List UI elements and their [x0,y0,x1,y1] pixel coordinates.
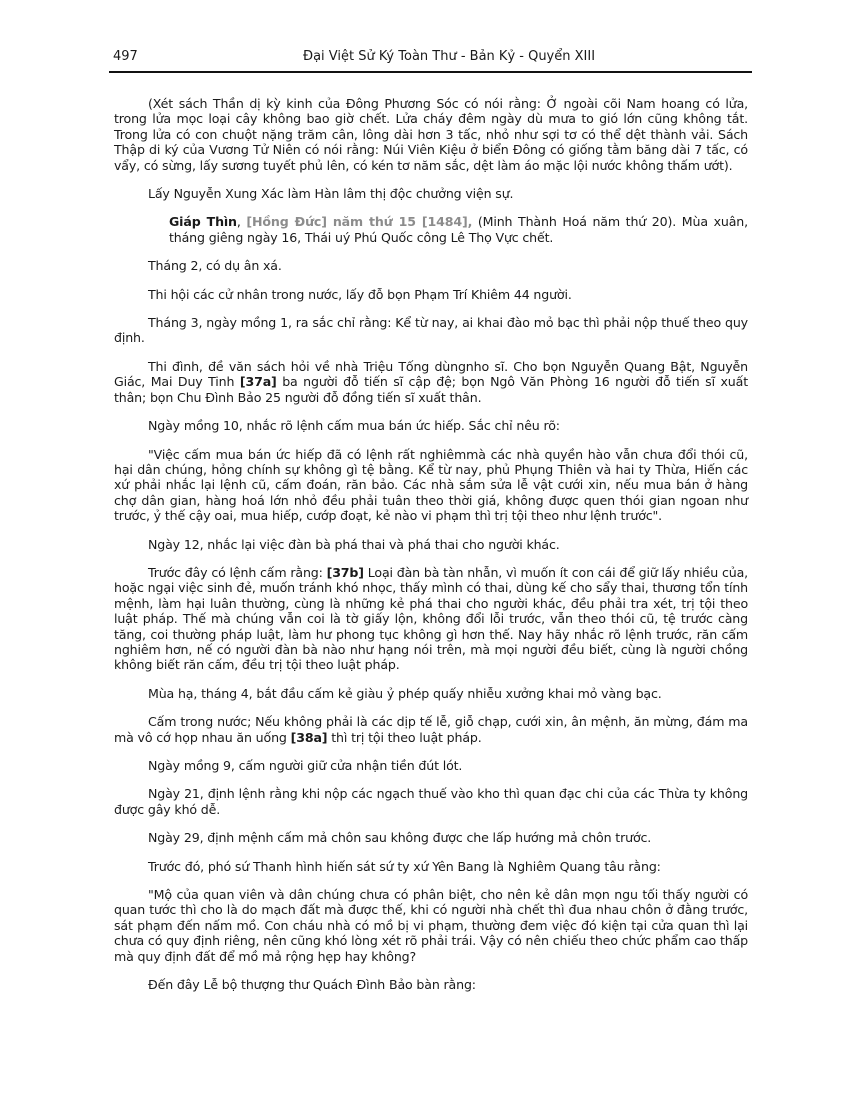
paragraph-note-than-di-ky: (Xét sách Thần dị kỳ kinh của Đông Phương Sóc có nói rằng: Ở ngoài cõi Nam hoang có lửa, trong lửa mọc loại cây không bao giờ chết. Lửa cháy đêm ngày dù mưa to gió lớn cũng không tắt. Trong lửa có con chuột nặng trăm cân, lông dài hơn 3 tấc, nhỏ như sợi tơ có thể dệt thành vải. Sách Thập di ký của Vương Tử Niên có nói rằng: Núi Viên Kiệu ở biển Đông có giống tằm băng dài 7 tấc, có vẩy, có sừng, lấy sương tuyết phủ lên, có kén tơ năm sắc, dệt làm áo mặc lội nước không thấm ướt). [114,96,748,173]
page-header [109,45,752,73]
paragraph-silver-mine-tax: Tháng 3, ngày mồng 1, ra sắc chỉ rằng: Kể từ nay, ai khai đào mỏ bạc thì phải nộp thuế theo quy định. [114,315,748,346]
folio-marker-38a: [38a] [290,729,328,745]
paragraph-quach-dinh-bao: Đến đây Lễ bộ thượng thư Quách Đình Bảo bàn rằng: [148,977,476,993]
paragraph-metropolitan-exam: Thi hội các cử nhân trong nước, lấy đỗ bọn Phạm Trí Khiêm 44 người. [148,286,572,302]
year-separator: , [236,214,247,230]
paragraph-feasting-ban: Cấm trong nước; Nếu không phải là các dịp tế lễ, giỗ chạp, cưới xin, ân mệnh, ăn mừng, đám ma mà vô cớ họp nhau ăn uống [38a] thì trị tội theo luật pháp. [114,714,748,745]
year-label: Giáp Thìn [169,214,237,230]
paragraph-trade-edict: Ngày mồng 10, nhắc rõ lệnh cấm mua bán ức hiếp. Sắc chỉ nêu rõ: [148,418,560,434]
reign-year-label: [Hồng Đức] năm thứ 15 [1484], [246,214,473,230]
paragraph-trade-edict-quote: "Việc cấm mua bán ức hiếp đã có lệnh rất nghiêmmà các nhà quyền hào vẫn chưa đổi thói cũ, hại dân chúng, hỏng chính sự không gì tệ bằng. Kể từ nay, phủ Phụng Thiên và hai ty Thừa, Hiến các xứ phải nhắc lại lệnh cũ, cấm đoán, răn bảo. Các nhà sắm sửa lễ vật cưới xin, nếu mua bán ở hàng chợ dân gian, hàng hoá lớn nhỏ đều phải tuân theo thời giá, không được quen thói gian ngoan như trước, ỷ thế cậy oai, mua hiếp, cướp đoạt, kẻ nào vi phạm thì trị tội theo như lệnh trước". [114,446,748,524]
running-title: Đại Việt Sử Ký Toàn Thư - Bản Kỷ - Quyển XIII [303,49,596,64]
body-text [114,96,748,1005]
paragraph-grave-rule: Ngày 29, định mệnh cấm mả chôn sau không được che lấp hướng mả chôn trước. [148,830,652,846]
page-number: 497 [113,49,138,64]
folio-marker-37b: [37b] [326,564,364,580]
paragraph-mine-harassment: Mùa hạ, tháng 4, bắt đầu cấm kẻ giàu ỷ phép quấy nhiễu xưởng khai mỏ vàng bạc. [148,685,662,701]
paragraph-bribery-ban: Ngày mồng 9, cấm người giữ cửa nhận tiền đút lót. [148,758,463,773]
paragraph-abortion-ban: Ngày 12, nhắc lại việc đàn bà phá thai và phá thai cho người khác. [148,536,560,552]
paragraph-amnesty: Tháng 2, có dụ ân xá. [148,258,282,274]
paragraph-palace-exam: Thi đình, đề văn sách hỏi về nhà Triệu Tống dùngnho sĩ. Cho bọn Nguyễn Quang Bật, Nguyễn Giác, Mai Duy Tinh [37a] ba người đỗ tiến sĩ cập đệ; bọn Ngô Văn Phòng 16 người đỗ tiến sĩ xuất thân; bọn Chu Đình Bảo 25 người đỗ đồng tiến sĩ xuất thân. [114,358,748,405]
paragraph-appointment: Lấy Nguyễn Xung Xác làm Hàn lâm thị độc chưởng viện sự. [148,186,514,202]
paragraph-nghiem-quang-quote: "Mộ của quan viên và dân chúng chưa có phân biệt, cho nên kẻ dân mọn ngu tối thấy người có quan tước thì cho là do mạch đất mà được thế, khi có người nhà chết thì đua nhau chôn ở đằng trước, sát phạm đến nấm mồ. Con cháu nhà có mồ bị vi phạm, thường đem việc đó kiện tại cửa quan thì lại chưa có quy định riêng, nên cũng khó lòng xét rõ phải trái. Vậy có nên chiếu theo chức phẩm cao thấp mà quy định đất để mồ mả rộng hẹp hay không? [114,887,748,964]
paragraph-nghiem-quang-report: Trước đó, phó sứ Thanh hình hiến sát sứ ty xứ Yên Bang là Nghiêm Quang tâu rằng: [148,858,661,874]
folio-marker-37a: [37a] [239,374,277,390]
paragraph-abortion-ban-detail: Trước đây có lệnh cấm rằng: [37b] Loại đàn bà tàn nhẫn, vì muốn ít con cái để giữ lấy nhiều của, hoặc ngại việc sinh đẻ, muốn tránh khó nhọc, thấy mình có thai, dùng kế cho sẩy thai, thương tổn tính mệnh, làm hại luân thường, cùng là những kẻ phá thai cho người khác, đều phải tra xét, trị tội theo luật pháp. Thế mà chúng vẫn coi là tờ giấy lộn, không đổi lỗi trước, vẫn theo thói cũ, tệ trước càng tăng, coi thường pháp luật, làm hư phong tục không gì hơn thế. Nay hãy nhắc rõ lệnh trước, răn cấm nghiêm hơn, nế có người đàn bà nào như hạng nói trên, mà mọi người đều biết, cùng là người chồng không biết răn cấm, đều trị tội theo luật pháp. [114,564,748,673]
year-entry-paragraph [114,214,748,245]
paragraph-tax-storage: Ngày 21, định lệnh rằng khi nộp các ngạch thuế vào kho thì quan đạc chi của các Thừa ty không được gây khó dễ. [114,786,748,817]
year-entry-text: (Minh Thành Hoá năm thứ 20). Mùa xuân, tháng giêng ngày 16, Thái uý Phú Quốc công Lê Thọ Vực chết. [169,214,748,245]
